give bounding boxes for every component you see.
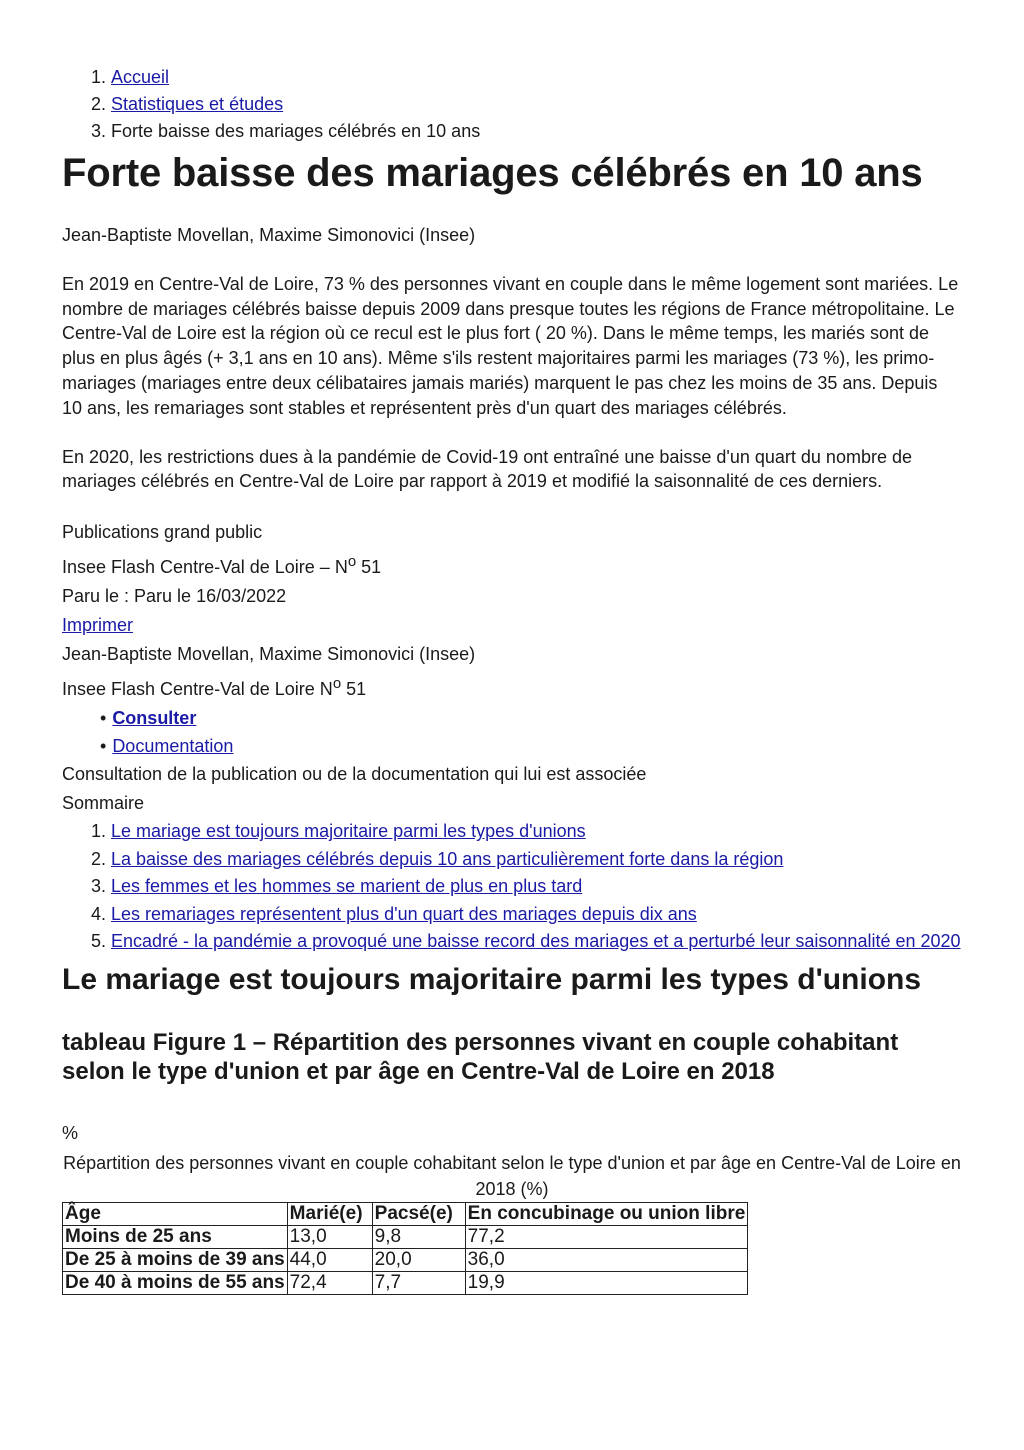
- breadcrumb-item[interactable]: [111, 64, 962, 91]
- cell-value: 77,2: [465, 1226, 748, 1249]
- publication-collection-2: [62, 669, 962, 704]
- column-header-marie: Marié(e): [287, 1203, 372, 1226]
- cell-value: 9,8: [372, 1226, 465, 1249]
- publication-actions: [62, 704, 962, 760]
- page-title: Forte baisse des mariages célébrés en 10 ans: [62, 151, 923, 195]
- row-label: De 25 à moins de 39 ans: [63, 1249, 288, 1272]
- breadcrumb-link-statistiques[interactable]: Statistiques et études: [111, 94, 284, 114]
- sommaire-list: [62, 818, 962, 956]
- section-title: Le mariage est toujours majoritaire parmi les types d'unions: [62, 962, 922, 996]
- row-label: Moins de 25 ans: [63, 1226, 288, 1249]
- publication-meta: [62, 518, 962, 704]
- print-link[interactable]: Imprimer: [62, 615, 133, 636]
- sommaire-link[interactable]: Les remariages représentent plus d'un quart des mariages depuis dix ans: [111, 903, 697, 924]
- collection-number: 51: [356, 557, 382, 578]
- breadcrumb: [62, 64, 962, 145]
- publication-category: Publications grand public: [62, 522, 263, 543]
- sommaire-link[interactable]: Encadré - la pandémie a provoqué une baisse record des mariages et a perturbé leur saisonnalité en 2020: [111, 931, 961, 952]
- sommaire-link[interactable]: Le mariage est toujours majoritaire parmi les types d'unions: [111, 821, 586, 842]
- collection-number-sign-2: o: [332, 675, 342, 693]
- sommaire-item[interactable]: [111, 846, 962, 874]
- collection-name: Insee Flash Centre-Val de Loire – N: [62, 557, 348, 578]
- collection-number-2: 51: [341, 679, 367, 700]
- sommaire-label: Sommaire: [62, 793, 145, 814]
- table-row: [63, 1272, 748, 1295]
- cell-value: 7,7: [372, 1272, 465, 1295]
- sommaire-item[interactable]: [111, 873, 962, 901]
- cell-value: 36,0: [465, 1249, 748, 1272]
- row-label: De 40 à moins de 55 ans: [63, 1272, 288, 1295]
- table-row: [63, 1226, 748, 1249]
- consultation-note: Consultation de la publication ou de la documentation qui lui est associée: [62, 764, 647, 785]
- documentation-link[interactable]: Documentation: [112, 736, 234, 757]
- column-header-age: Âge: [63, 1203, 288, 1226]
- figure-title: tableau Figure 1 – Répartition des personnes vivant en couple cohabitant selon le type d'union et par âge en Centre-Val de Loire en 2018: [62, 1028, 899, 1086]
- action-item[interactable]: [100, 732, 962, 760]
- table-header-row: [63, 1203, 748, 1226]
- sommaire-item[interactable]: [111, 901, 962, 929]
- breadcrumb-current: 3. Forte baisse des mariages célébrés en 10 ans: [111, 118, 962, 145]
- publication-collection: [62, 547, 962, 582]
- breadcrumb-item[interactable]: [111, 91, 962, 118]
- column-header-pacse: Pacsé(e): [372, 1203, 465, 1226]
- cell-value: 13,0: [287, 1226, 372, 1249]
- sommaire-link[interactable]: Les femmes et les hommes se marient de plus en plus tard: [111, 876, 583, 897]
- cell-value: 20,0: [372, 1249, 465, 1272]
- table-caption: Répartition des personnes vivant en couple cohabitant selon le type d'union et par âge en Centre-Val de Loire en 2018 (%): [63, 1153, 961, 1200]
- print-row: [62, 611, 962, 640]
- summary-paragraph-1: En 2019 en Centre-Val de Loire, 73 % des personnes vivant en couple dans le même logement sont mariées. Le nombre de mariages célébrés baisse depuis 2009 dans presque toutes les régions de France métropolitaine. Le Centre-Val de Loire est la région où ce recul est le plus fort ( 20 %). Dans le même temps, les mariés sont de plus en plus âgés (+ 3,1 ans en 10 ans). Même s'ils restent majoritaires parmi les mariages (73 %), les primo-mariages (mariages entre deux célibataires jamais mariés) marquent le pas chez les moins de 35 ans. Depuis 10 ans, les remariages sont stables et représentent près d'un quart des mariages célébrés.: [62, 273, 959, 418]
- column-header-concubinage: En concubinage ou union libre: [465, 1203, 748, 1226]
- figure-unit: %: [62, 1123, 79, 1144]
- publication-authors: Jean-Baptiste Movellan, Maxime Simonovici (Insee): [62, 644, 476, 665]
- sommaire-item[interactable]: [111, 928, 962, 956]
- sommaire-item[interactable]: [111, 818, 962, 846]
- collection-number-sign: o: [347, 553, 357, 571]
- sommaire-link[interactable]: La baisse des mariages célébrés depuis 10 ans particulièrement forte dans la région: [111, 848, 784, 869]
- figure-table: [62, 1202, 748, 1295]
- table-row: [63, 1249, 748, 1272]
- cell-value: 72,4: [287, 1272, 372, 1295]
- collection-name-2: Insee Flash Centre-Val de Loire N: [62, 679, 333, 700]
- breadcrumb-link-accueil[interactable]: Accueil: [111, 67, 170, 87]
- action-item[interactable]: [100, 704, 962, 732]
- consulter-link[interactable]: Consulter: [112, 708, 197, 729]
- cell-value: 44,0: [287, 1249, 372, 1272]
- cell-value: 19,9: [465, 1272, 748, 1295]
- authors: Jean-Baptiste Movellan, Maxime Simonovici (Insee): [62, 225, 476, 245]
- summary-paragraph-2: En 2020, les restrictions dues à la pandémie de Covid-19 ont entraîné une baisse d'un quart du nombre de mariages célébrés en Centre-Val de Loire par rapport à 2019 et modifié la saisonnalité de ces derniers.: [62, 446, 912, 492]
- publication-date: Paru le : Paru le 16/03/2022: [62, 586, 287, 607]
